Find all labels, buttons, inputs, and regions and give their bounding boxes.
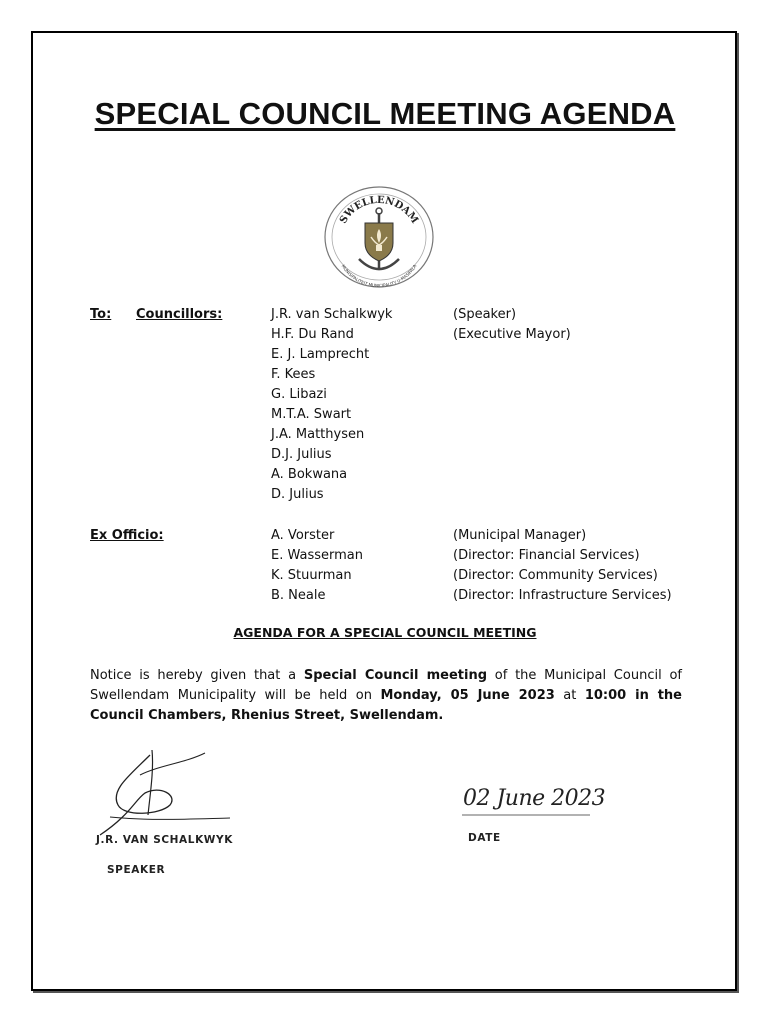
ex-officio-name: A. Vorster xyxy=(271,528,335,543)
councillor-name: D. Julius xyxy=(271,487,324,502)
councillor-name: H.F. Du Rand xyxy=(271,327,354,342)
councillor-name: J.A. Matthysen xyxy=(271,427,365,442)
page-title: SPECIAL COUNCIL MEETING AGENDA xyxy=(94,96,676,131)
swellendam-seal-logo xyxy=(321,183,437,289)
page-border xyxy=(31,31,737,991)
councillor-name: F. Kees xyxy=(271,367,316,382)
signatory-title: SPEAKER xyxy=(107,864,166,876)
speaker-signature xyxy=(90,745,250,840)
date-underline xyxy=(462,812,592,818)
ex-officio-name: E. Wasserman xyxy=(271,548,363,563)
councillor-role: (Executive Mayor) xyxy=(453,327,571,342)
councillor-name: E. J. Lamprecht xyxy=(271,347,370,362)
to-label: To: xyxy=(90,307,112,322)
councillor-name: A. Bokwana xyxy=(271,467,348,482)
date-label: DATE xyxy=(468,832,501,844)
councillor-role: (Speaker) xyxy=(453,307,517,322)
ex-officio-name: K. Stuurman xyxy=(271,568,352,583)
agenda-heading: AGENDA FOR A SPECIAL COUNCIL MEETING xyxy=(233,625,537,640)
ex-officio-role: (Municipal Manager) xyxy=(453,528,587,543)
ex-officio-name: B. Neale xyxy=(271,588,326,603)
councillors-label: Councillors: xyxy=(136,307,223,322)
svg-text:MUNISIPALITEIT MUNICIPALITY: MUNISIPALITEIT MUNICIPALITY U-MASIPALA xyxy=(340,263,418,289)
svg-text:SWELLENDAM: SWELLENDAM xyxy=(337,194,421,226)
handwritten-date: 02 June 2023 xyxy=(463,786,606,811)
councillor-name: G. Libazi xyxy=(271,387,327,402)
ex-officio-role: (Director: Financial Services) xyxy=(453,548,640,563)
councillor-name: J.R. van Schalkwyk xyxy=(271,307,393,322)
meeting-notice: Notice is hereby given that a Special Council meeting of the Municipal Council of Swellendam Municipality will be held on Monday, 05 June 2023 at 10:00 in the Council Chambers, Rhenius Street, Swellendam. xyxy=(90,668,682,723)
councillor-name: M.T.A. Swart xyxy=(271,407,352,422)
ex-officio-label: Ex Officio: xyxy=(90,528,164,543)
signatory-name: J.R. VAN SCHALKWYK xyxy=(96,834,233,846)
ex-officio-role: (Director: Community Services) xyxy=(453,568,658,583)
ex-officio-role: (Director: Infrastructure Services) xyxy=(453,588,672,603)
councillor-name: D.J. Julius xyxy=(271,447,332,462)
